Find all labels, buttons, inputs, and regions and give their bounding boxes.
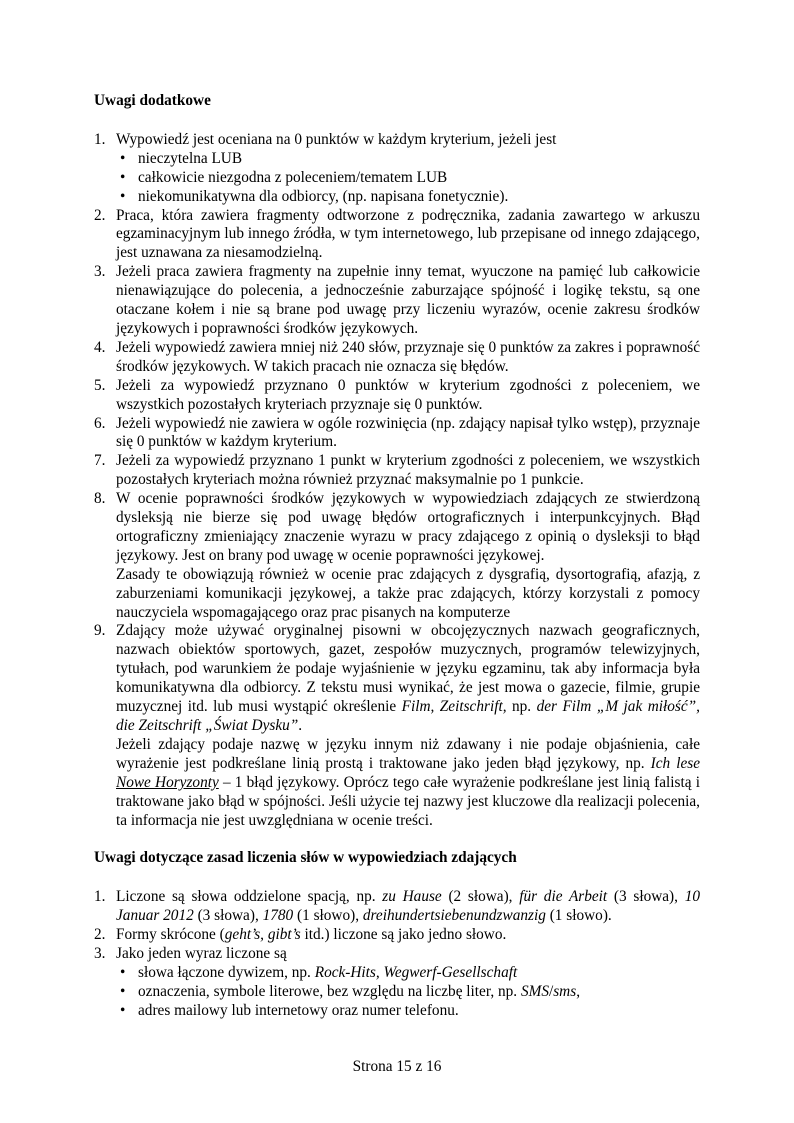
text-run: oznaczenia, symbole literowe, bez względu na liczbę liter, np. [138,982,521,1000]
italic-example: der Film „M jak miłość”, die Zeitschrift „Świat Dysku” [116,698,700,734]
item-number: 4. [94,338,106,356]
item-number: 2. [94,926,106,944]
italic-example: 10 Januar 2012 [116,888,700,925]
item-text: Zasady te obowiązują również w ocenie prac zdających z dysgrafią, dysortografią, afazją, z zaburzeniami komunikacji językowej, a także prac zdających, którzy korzystali z pomocy nauczyciela wspomagającego oraz prac pisanych na komputerze [116,565,700,621]
text-run: itd.) liczone są jako jedno słowo. [300,926,507,944]
bullet-item: • całkowicie niezgodna z poleceniem/tematem LUB [116,169,700,188]
bullet-item [116,964,700,983]
text-run: Zdający może używać oryginalnej pisowni w obcojęzycznych nazwach geograficznych, nazwach obiektów sportowych, gazet, zespołów muzycznych, programów telewizyjnych, tytułach, pod warunkiem że podaje wyjaśnienie w języku egzaminu, tak aby informacja była komunikatywna dla odbiorcy. Z tekstu musi wynikać, że jest mowa o gazecie, filmie, grupie muzycznej itd. lub musi wystąpić określenie [116,622,700,716]
item-text [116,926,700,945]
text-run: np. [506,698,537,716]
bullet-item: • adres mailowy lub internetowy oraz numer telefonu. [116,1002,700,1021]
item-text: Wypowiedź jest oceniana na 0 punktów w każdym kryterium, jeżeli jest [116,130,557,148]
text-run: (3 słowa), [607,888,685,906]
italic-example: sms [553,982,577,1000]
text-run: Jeżeli zdający podaje nazwę w języku innym niż zdawany i nie podaje objaśnienia, całe wyrażenie jest podkreślane linią prostą i traktowane jako jeden błąd językowy, np. [116,735,700,772]
item-text: Jeżeli wypowiedź nie zawiera w ogóle rozwinięcia (np. zdający napisał tylko wstęp), przyznaje się 0 punktów w każdym kryterium. [116,414,700,451]
section-title-additional-notes: Uwagi dodatkowe [94,92,211,109]
text-run: (2 słowa), [441,888,520,906]
italic-example: geht’s, gibt’s [224,926,301,944]
bullet-list [116,964,700,1021]
list-item [94,263,700,339]
bullet-item [116,983,700,1002]
list-item [94,490,700,622]
list-item [94,131,700,207]
list-item [94,339,700,377]
item-number: 7. [94,452,106,470]
italic-example: Ich lese [650,754,700,772]
document-page [94,92,700,1021]
text-run: (1 słowo), [293,907,363,925]
italic-example: SMS [520,982,549,1000]
italic-example: Rock-Hits, Wegwerf-Gesellschaft [314,963,518,981]
item-number: 9. [94,622,106,640]
text-run: Formy skrócone ( [116,926,225,944]
italic-example: für die Arbeit [519,888,608,906]
text-run: Liczone są słowa oddzielone spacją, np. [116,888,383,906]
item-number: 6. [94,414,106,432]
bullet-list [116,150,700,207]
item-number: 8. [94,490,106,508]
list-item [94,207,700,264]
additional-notes-list [94,131,700,831]
list-item [94,622,700,830]
item-number: 3. [94,945,106,963]
item-text: Jeżeli za wypowiedź przyznano 0 punktów w kryterium zgodności z poleceniem, we wszystkich pozostałych kryteriach przyznaje się 0 punktów. [116,376,700,413]
italic-example: dreihundertsiebenundzwanzig [362,907,546,925]
item-text: W ocenie poprawności środków językowych w wypowiedziach zdających ze stwierdzoną dysleksją nie bierze się pod uwagę błędów ortograficznych i interpunkcyjnych. Błąd ortograficzny zmieniający znaczenie wyrazu w pracy zdającego z opinią o dysleksji to błąd językowy. Jest on brany pod uwagę w ocenie poprawności językowej. [116,490,700,564]
list-item [94,926,700,945]
item-text: Jeżeli wypowiedź zawiera mniej niż 240 słów, przyznaje się 0 punktów za zakres i poprawność środków językowych. W takich pracach nie oznacza się błędów. [116,338,700,375]
item-text [116,736,700,831]
bullet-item: • niekomunikatywna dla odbiorcy, (np. napisana fonetycznie). [116,188,700,207]
section-title-word-count: Uwagi dotyczące zasad liczenia słów w wypowiedziach zdających [94,849,517,867]
item-number: 1. [94,130,106,148]
text-run: słowa łączone dywizem, np. [138,963,315,981]
item-text [116,888,700,926]
text-run: . [298,717,303,734]
list-item [94,945,700,1021]
list-item [94,452,700,490]
text-run: (1 słowo). [545,907,612,925]
italic-example: zu Hause [382,888,442,906]
item-number: 3. [94,263,106,281]
list-item [94,377,700,415]
item-text: Jako jeden wyraz liczone są [116,945,287,963]
item-text [116,622,700,735]
word-count-list [94,888,700,1020]
item-number: 2. [94,206,106,224]
item-text: Praca, która zawiera fragmenty odtworzone z podręcznika, zadania zawartego w arkuszu egzaminacyjnym lub innego źródła, w tym internetowego, lub przepisane od innego zdającego, jest uznawana za niesamodzielną. [116,206,700,262]
page-footer: Strona 15 z 16 [352,1058,442,1075]
underlined-example: Nowe Horyzonty [116,773,219,791]
item-number: 1. [94,888,106,906]
text-run: (3 słowa), [193,907,263,925]
item-number: 5. [94,376,106,394]
item-text: Jeżeli praca zawiera fragmenty na zupełnie inny temat, wyuczone na pamięć lub całkowicie nienawiązujące do polecenia, a jednocześnie zaburzające spójność i logikę tekstu, są one otaczane kołem i nie są brane pod uwagę przy liczeniu wyrazów, ocenie zakresu środków językowych i poprawności środków językowych. [116,263,700,337]
text-run: / [548,982,554,1000]
text-run: – 1 błąd językowy. Oprócz tego całe wyrażenie podkreślane jest linią falistą i traktowane jako błąd w spójności. Jeśli użycie tej nazwy jest kluczowe dla realizacji polecenia, ta informacja nie jest uwzględniana w ocenie treści. [116,773,700,829]
italic-example: 1780 [262,907,294,925]
text-run: , [576,982,581,1000]
bullet-item: • nieczytelna LUB [116,150,700,169]
italic-term: Film, Zeitschrift, [401,698,507,716]
list-item [94,888,700,926]
list-item [94,415,700,453]
item-text: Jeżeli za wypowiedź przyznano 1 punkt w kryterium zgodności z poleceniem, we wszystkich pozostałych kryteriach można również przyznać maksymalnie po 1 punkcie. [116,452,700,489]
